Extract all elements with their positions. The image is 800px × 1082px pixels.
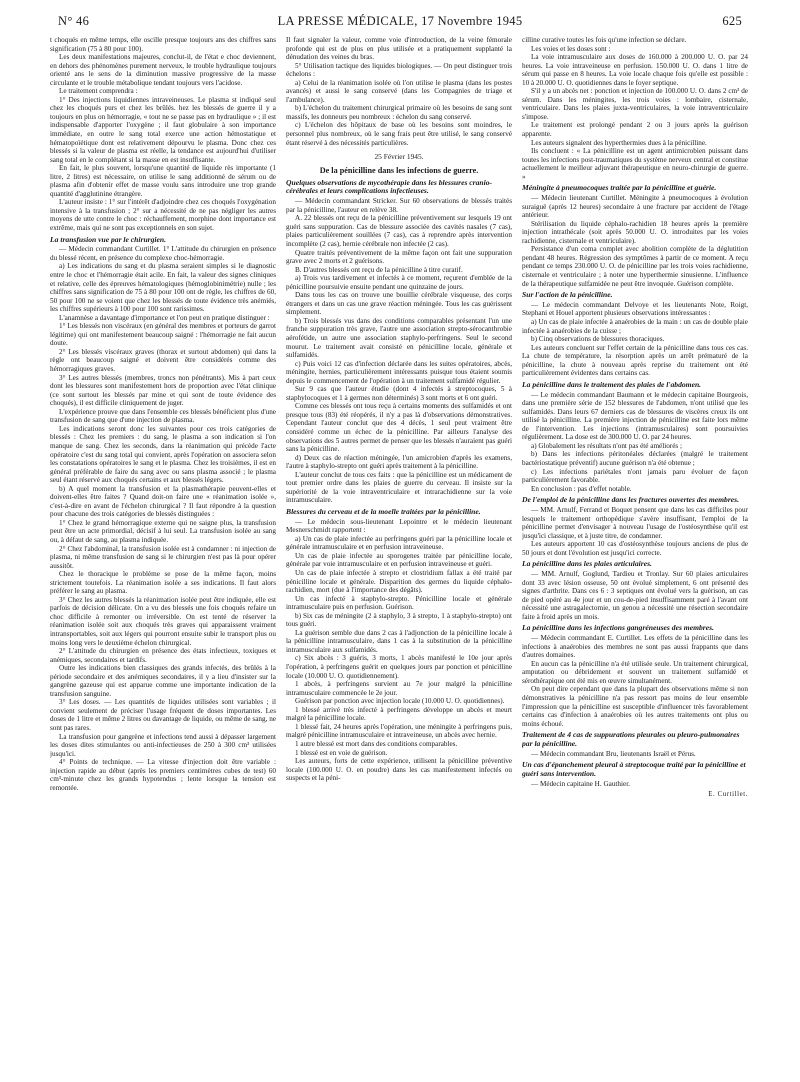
paragraph: Dans tous les cas on trouve une bouillie cérébrale visqueuse, des corps étrangers et dans un cas une grave réaction méningée. Tous les cas guérissent simplement.: [286, 291, 512, 317]
paragraph: c) Six abcès : 3 guéris, 3 morts, 1 abcès manifesté le 10e jour après l'opération, à perfringens guérit en quelques jours par ponction et pénicilline locale (10.000 U. O. quotidiennement).: [286, 654, 512, 680]
paragraph: b) Cinq observations de blessures thoraciques.: [531, 335, 665, 344]
paragraph: 1° Les blessés non viscéraux (en général des membres et porteurs de garrot légitime) qui ont manifestement beaucoup saigné : l'hémorragie ne fait aucun doute.: [50, 322, 276, 348]
paragraph: b) Dans les infections péritonéales déclarées (malgré le traitement bactériostatique préventif) aucune guérison n'a été obtenue ;: [522, 450, 748, 467]
paragraph: Chez le thoracique le problème se pose de la même façon, moins strictement toutefois. La réanimation isolée a ses indications. Il faut alors préférer le sang au plasma.: [50, 570, 276, 596]
subheading-transfusion: La transfusion vue par le chirurgien.: [50, 234, 167, 244]
paragraph: — Le médecin commandant Baumann et le médecin capitaine Bourgeois, dans une première série de 152 blessures de l'abdomen, n'ont utilisé que les sulfamidés. Dans leurs 67 derniers cas de blessures de viscères creux ils ont utilisé la pénicilline. La première injection de pénicilline est faite lors même de l'intervention. Les injections (intramusculaires) sont poursuivies régulièrement. La dose est de 300.000 U. O. par 24 heures.: [522, 390, 748, 442]
paragraph: t choqués en même temps, elle oscille presque toujours ans des chiffres sans signification (75 à 80 pour 100).: [50, 36, 276, 53]
paragraph: Les deux manifestations majeures, conclut-il, de l'état e choc deviennent, en dehors des phénomènes purement nerveux, le trouble hydraulique toujours orienté ans le sens de la diminution massive progressive de la masse circulante et le trouble métabolique tendant toujours vers l'acidose.: [50, 53, 276, 87]
column-2: [286, 36, 512, 1076]
paragraph: On peut dire cependant que dans la plupart des observations même si non démonstratives la pénicilline n'a pas ressort pas moins de leur ensemble l'impression que la pénicilline est susceptible d'influencer très favorablement certains cas d'infection à anaérobies où les autres traitements ont plus ou moins échoué.: [522, 685, 748, 728]
paragraph: a) Trois vus tardivement et infectés à ce moment, reçurent d'emblée de la pénicilline poursuivie ensuite pendant une quinzaine de jours.: [286, 274, 512, 291]
paragraph: Un cas infecté à staphylo-strepto. Pénicilline locale et générale intramusculaire puis en perfusion. Guérison.: [286, 594, 512, 612]
section-title: De la pénicilline dans les infections de guerre.: [319, 165, 479, 175]
subheading-meningite: Méningite à pneumocoques traitée par la pénicilline et guérie.: [522, 183, 717, 193]
paragraph: Les auteurs signalent des hyperthermies dues à la pénicilline.: [531, 138, 707, 147]
journal-title: LA PRESSE MÉDICALE, 17 Novembre 1945: [277, 14, 523, 28]
paragraph: Les auteurs, forts de cette expérience, utilisent la pénicilline préventive locale (100.000 U. O. en poudre) dans les cas manifestement infectés ou suspects et la péni-: [286, 757, 512, 783]
paragraph: 1 blessé est en voie de guérison.: [295, 748, 388, 757]
paragraph: 5° Utilisation tactique des liquides biologiques. — On peut distinguer trois échelons :: [286, 61, 512, 79]
paragraph: Quatre traités préventivement de la même façon ont fait une suppuration grave avec 2 morts et 2 guérisons.: [286, 248, 512, 266]
paragraph: c) Puis voici 12 cas d'infection déclarée dans les suites opératoires, abcès, méningite, hernies, particulièrement intéressants puisque tous étaient soumis depuis le commencement de l'opération à un traitement sulfamidé régulier.: [286, 359, 512, 385]
subheading-gangreneuses: La pénicilline dans les infections gangréneuses des membres.: [522, 623, 714, 633]
paragraph: 1 autre blessé est mort dans des conditions comparables.: [295, 739, 458, 748]
paragraph: 2° Les blessés viscéraux graves (thorax et surtout abdomen) qui dans la règle ont beaucoup saigné et doivent être considérés comme des hémorragiques graves.: [50, 347, 276, 374]
paragraph: Les voies et les doses sont :: [531, 44, 611, 53]
paragraph: Un cas de plaie infectée au sporogenes traitée par pénicilline locale, générale par voie intramusculaire et en perfusion intraveineuse et guéri.: [286, 551, 512, 569]
paragraph: cilline curative toutes les fois qu'une infection se déclare.: [522, 36, 687, 44]
paragraph: A. 22 blessés ont reçu de la pénicilline préventivement sur lesquels 19 ont guéri sans suppuration. Cas de blessure associée des cavités nasales (7 cas), plaies particulièrement souillées (7 cas), cas à reprendre après intervention incomplète (2 cas), hernie cérébrale non infectée (2 cas).: [286, 214, 512, 248]
paragraph: — Médecin capitaine H. Gauthier.: [531, 779, 630, 788]
paragraph: 3° Chez les autres blessés la réanimation isolée peut être indiquée, elle est parfois de décision délicate. On a vu des blessés une fois choqués refaire un choc difficile à remonter ou irréversible. On est tenté de réserver la réanimation isolée soit aux choqués très graves qui apparaissent vraiment intransportables, soit aux légers qui pourront ensuite subir le transport plus ou moins long vers le deuxième échelon chirurgical.: [50, 595, 276, 647]
paragraph: 4° Points de technique. — La vitesse d'injection doit être variable : injection rapide au début (après les premiers centimètres cubes de test) 60 cm³-minute chez les grands hypotendus ; lente lorsque la tension est remontée.: [50, 758, 276, 792]
paragraph: Les auteurs concluent sur l'effet certain de la pénicilline dans tous ces cas. La chute de température, la résorption après un arrêt prématuré de la pénicilline, la chute à nouveau après reprise du traitement ont été particulièrement évidentes dans certains cas.: [522, 343, 748, 378]
subheading-action: Sur l'action de la pénicilline.: [522, 290, 613, 300]
paragraph: Guérison par ponction avec injection locale (10.000 U. O. quotidiennes).: [295, 697, 505, 706]
paragraph: 1° Des injections liquidiennes intraveineuses. Le plasma st indiqué seul chez les choqués purs et chez les brûlés. hez les blessés de guerre il y a toujours en plus on hémorragie, « tout ne se passe pas en hydraulique » ; il est indispensable d'apporter l'oxygène ; il faut globulaire à son importance immédiate, en outre le sang total exerce une action hémostatique et hématopoïétique dont est relativement dépourvu le plasma. Donc chez ces blessés si la valeur de plasma est réelle, la tendance est aujourd'hui d'utiliser sang total en le complétant si la masse en est insuffisante.: [50, 95, 276, 164]
paragraph: La transfusion pour gangrène et infections tend aussi à dépasser largement les doses dites stimulantes ou anti-infectieuses de 250 à 300 cm³ utilisées jusqu'ici.: [50, 732, 276, 758]
paragraph: b) Trois blessés vus dans des conditions comparables présentant l'un une franche suppuration très grave, l'autre une association strepto-sérocanthrobie aérofétide, un autre une association staphylo-perfringens. Seul le second mourut. Le traitement avait consisté en pénicilline locale, générale et sulfamidés.: [286, 316, 512, 360]
paragraph: S'il y a un abcès net : ponction et injection de 100.000 U. O. dans 2 cm³ de sérum. Dans les méningites, les trois voies : lombaire, cisternale, ventriculaire. Dans les plaies juxta-ventriculaires, la voie intraventriculaire s'impose.: [522, 87, 748, 121]
paragraph: a) Un cas de plaie infectée à anaérobies de la main : un cas de double plaie infectée à anaérobies de la cuisse ;: [522, 318, 748, 335]
paragraph: b) L'échelon du traitement chirurgical primaire où les besoins de sang sont massifs, les donneurs peu nombreux : échelon du sang conservé.: [286, 104, 512, 121]
paragraph: Outre les indications bien classiques des grands infectés, des brûlés à la période secondaire et des anémiques secondaires, il y a lieu d'insister sur la gangrène gazeuse qui est apparue comme une importante indication de la transfusion sanguine.: [50, 664, 276, 698]
paragraph: a) Les indications du sang et du plasma seraient simples si le diagnostic entre le choc et l'hémorragie était acile. En fait, la valeur des signes cliniques et relative, celle des épreuves hématologiques (hémoglobinimétrie) nulle ; les chiffres sans signification de 75 à 80 pour 100 ont de règle, les chiffres de 60, 50 pour 100 ne se voient que chez les blessés de toute évidence très anémiés, les chiffres supérieurs à 100 pour 100 sont rarissimes.: [50, 262, 276, 314]
paragraph: c) Les infections pariétales n'ont jamais paru évoluer de façon particulièrement favorable.: [522, 467, 748, 485]
author-signature: E. Curtillet.: [708, 791, 748, 799]
article-body: [50, 36, 750, 1076]
paragraph: 1° Chez le grand hémorragique externe qui ne saigne plus, la transfusion peut être un acte primordial, décisif à lui seul. La transfusion isolée au sang ou, à défaut de sang, au plasma indiquée.: [50, 518, 276, 544]
paragraph: — Médecin commandant Curtillet. 1° L'attitude du chirurgien en présence du blessé récent, en présence du complexe choc-hémorragie.: [50, 245, 276, 262]
paragraph: — Médecin lieutenant Curtillet. Méningite à pneumocoques à évolution suraiguë (après 12 heures) secondaire à une fracture par accident de l'étage antérieur.: [522, 194, 748, 220]
paragraph: L'anamnèse a davantage d'importance et l'on peut en pratique distinguer :: [59, 313, 270, 322]
paragraph: La voie intramusculaire aux doses de 160.000 à 200.000 U. O. par 24 heures. La voie intraveineuse en perfusion. 150.000 U. O. dans 1 litre de sérum qui passe en 8 heures. La voie locale chaque fois qu'elle est possible : 10 à 20.000 U. O. quotidiennes dans le foyer septique.: [522, 53, 748, 87]
paragraph: Sur 9 cas que l'auteur étudie (dont 4 infectés à streptocoques, 5 à staphylocoques et 1 à germes non déterminés) 3 sont morts et 6 ont guéri.: [286, 385, 512, 402]
paragraph: L'auteur insiste : 1° sur l'intérêt d'adjoindre chez ces choqués l'oxygénation intensive à la transfusion ; 2° sur a nécessité de ne pas négliger les autres moyens de utte contre le choc : réchauffement, morphine dont importance est extrême, mais qui ne sont pas exceptionnels en son sujet.: [50, 198, 276, 233]
paragraph: — Le médecin sous-lieutenant Lepointre et le médecin lieutenant Mesnerschmidt rapportent :: [286, 517, 512, 535]
paragraph: a) Un cas de plaie infectée au perfringens guéri par la pénicilline locale et générale intramusculaire et en perfusion intraveineuse.: [286, 534, 512, 552]
paragraph: La guérison semble due dans 2 cas à l'adjonction de la pénicilline locale à la pénicilline intramusculaire, dans 1 cas à la substitution de la pénicilline intramusculaire aux sulfamidés.: [286, 628, 512, 654]
subheading-pleural: Traitement de 4 cas de suppurations pleurales ou pleuro-pulmonaires par la pénicilline.: [522, 730, 740, 748]
paragraph: — Médecin commandant Stricker. Sur 60 observations de blessés traités par la pénicilline, l'auteur en relève 38.: [286, 197, 512, 214]
page-header: [58, 14, 742, 32]
paragraph: b) Six cas de méningite (2 à staphylo, 3 à strepto, 1 à staphylo-strepto) ont tous guéri.: [286, 611, 512, 629]
paragraph: Les indications seront donc les suivantes pour ces trois catégories de blessés : Chez les premiers : du sang, le plasma a son indication si l'on manque de sang. Chez les seconds, dans la réanimation qui précède l'acte opératoire c'est du sang total qui convient, après l'opération on associera selon les constatations opératoires le sang et le plasma. Chez les troisièmes, il est en général préférable de faire du sang avec ou sans plasma associé ; le plasma seul étant réservé aux choqués certains et aux blessés légers.: [50, 424, 276, 485]
session-date: 25 Février 1945.: [374, 152, 424, 162]
paragraph: Comme ces blessés ont tous reçu à certains moments des sulfamidés et ont presque tous (83) été réopérés, il n'y a pas là d'observations démonstratives. Cependant l'auteur conclut que des 4 décès, 1 seul peut vraiment être considéré comme un échec de la pénicilline. Par ailleurs l'analyse des observations des 5 autres permet de penser que les blessés n'auraient pas guéri sans la pénicilline.: [286, 402, 512, 454]
paragraph: Les auteurs apportent 10 cas d'ostéosynthèse toujours anciens de plus de 50 jours et dont l'évolution est jusqu'ici correcte.: [522, 540, 748, 557]
paragraph: — Médecin commandant Bru, lieutenants Israël et Pérus.: [531, 749, 696, 758]
paragraph: — Médecin commandant E. Curtillet. Les effets de la pénicilline dans les infections à anaérobies des membres ne sont pas aussi frappants que dans d'autres domaines.: [522, 634, 748, 660]
column-3: [522, 36, 748, 1076]
paragraph: En conclusion : pas d'effet notable.: [531, 484, 632, 493]
paragraph: Persistance d'un coma complet avec abolition complète de la déglutition pendant 48 heures. Régression des symptômes à partir de ce moment. A reçu pendant ce temps 230.000 U. O. de pénicilline par les trois voies rachidienne, cisternale et ventriculaire ; à noter une hyperthermie sinusienne. L'influence de la thérapeutique sulfamidée ne peut être invoquée. Guérison complète.: [522, 245, 748, 288]
page-number: 625: [722, 14, 742, 28]
paragraph: Il faut signaler la valeur, comme voie d'introduction, de la veine fémorale profonde qui est de plus en plus utilisée et a pratiquement supplanté la dénudation des veines du bras.: [286, 36, 512, 62]
issue-number: N° 46: [58, 14, 90, 28]
paragraph: L'auteur conclut de tous ces faits : que la pénicilline est un médicament de tout premier ordre dans les plaies de guerre du cerveau. Il insiste sur la supériorité de la voie intraventriculaire et intrarachidienne sur la voie intramusculaire.: [286, 470, 512, 505]
paragraph: c) L'échelon des hôpitaux de base où les besoins sont moindres, le personnel plus nombreux, où le sang frais peut être utilisé, le sang conservé étant réservé à des nécessités particulières.: [286, 121, 512, 147]
paragraph: Le traitement comprendra :: [59, 87, 138, 96]
paragraph: — Le médecin commandant Delvoye et les lieutenants Note, Roigt, Stephani et Houel apportent plusieurs observations intéressantes :: [522, 300, 748, 318]
paragraph: a) Globalement les résultats n'ont pas été améliorés ;: [531, 441, 682, 450]
column-1: [50, 36, 276, 1076]
paragraph: En fait, le plus souvent, lorsqu'une quantité de liquide rès importante (1 litre, 2 litres) est nécessaire, on utilise le sang additionné de sérum ou de plasma afin d'obtenir effet de masse voulu sans introduire une trop grande quantité d'agglutinine étrangère.: [50, 164, 276, 198]
paragraph: 2° Chez l'abdominal, la transfusion isolée est à condamner : ni injection de plasma, ni même transfusion de sang si le chirurgien n'est pas là pour opérer aussitôt.: [50, 544, 276, 570]
paragraph: En aucun cas la pénicilline n'a été utilisée seule. Un traitement chirurgical, amputation ou débridement et souvent un traitement sulfamidé et sérothérapique ont été mis en œuvre simultanément.: [522, 659, 748, 685]
paragraph: 3° Les autres blessés (membres, troncs non pénétrants). Mis à part ceux dont les blessures sont manifestement hors de proportion avec l'état clinique (ce sont surtout les blessés par mine et qui sont de toute évidence des choqués), il est difficile cliniquement de juger.: [50, 373, 276, 408]
paragraph: Stérilisation du liquide céphalo-rachidien 18 heures après la première injection intrathécale (soit après 50.000 U. O. introduites par les voies rachidienne, cisternale et ventriculaire).: [522, 219, 748, 245]
subheading-abdomen: La pénicilline dans le traitement des plaies de l'abdomen.: [522, 379, 702, 389]
paragraph: — MM. Arnulf, Ferrand et Boquet pensent que dans les cas difficiles pour lesquels le traitement orthopédique s'avère insuffisant, l'emploi de la pénicilline permet d'envisager à nouveau l'usage de l'ostéosynthèse qu'il est jusqu'ici classique, et à juste titre, de condamner.: [522, 505, 748, 540]
paragraph: L'expérience prouve que dans l'ensemble ces blessés bénéficient plus d'une transfusion de sang que d'une injection de plasma.: [50, 407, 276, 425]
paragraph: 1 blessé fait, 24 heures après l'opération, une méningite à perfringens puis, malgré pénicilline intramusculaire et intraveineuse, un abcès avec hernie.: [286, 722, 512, 740]
paragraph: d) Deux cas de réaction méningée, l'un amicrobien d'après les examens, l'autre à staphylo-strepto ont guéri après traitement à la pénicilline.: [286, 453, 512, 471]
paragraph: Ils concluent : « La pénicilline est un agent antimicrobien puissant dans toutes les infections post-traumatiques du système nerveux central et constitue actuellement le meilleur adjuvant thérapeutique en neuro-chirurgie de guerre. »: [522, 147, 748, 181]
subheading-fractures: De l'emploi de la pénicilline dans les fractures ouvertes des membres.: [522, 495, 740, 505]
subheading-epanchement: Un cas d'épanchement pleural à streptocoque traité par la pénicilline et guéri sans intervention.: [522, 760, 746, 779]
paragraph: 1 blessé arrivé très infecté à perfringens développe un abcès et meurt malgré la pénicilline locale.: [286, 705, 512, 723]
paragraph: 3° Les doses. — Les quantités de liquides utilisées sont variables ; il convient seulement de préciser l'usage fréquent de doses importantes. Les doses de 1 litre et même 2 litres ou davantage de liquide, ou même de sang, ne sont pas rares.: [50, 698, 276, 732]
paragraph: Le traitement est prolongé pendant 2 ou 3 jours après la guérison apparente.: [522, 121, 748, 139]
paragraph: 1 abcès, à perfringens survient au 7e jour malgré la pénicilline intramusculaire commencée le 2e jour.: [286, 680, 512, 697]
paragraph: b) A quel moment la transfusion et la plasmathérapie peuvent-elles et doivent-elles être faites ? Quand doit-on faire une « réanimation isolée », c'est-à-dire en avant de l'échelon chirurgical ? Il faut répondre à la question pour chacune des trois catégories de blessés distinguées :: [50, 484, 276, 519]
paragraph: 2° L'attitude du chirurgien en présence des états infectieux, toxiques et anémiques, secondaires et tardifs.: [50, 647, 276, 664]
paragraph: — MM. Arnulf, Goglund, Tardieu et Tronlay. Sur 60 plaies articulaires dont 33 avec lésion osseuse, 50 ont évolué simplement, 6 ont présenté des signes d'arthrite. Dans ces 6 : 3 septiques ont évolué vers la guérison, un cas de pied opéré au 4e jour et un cou-de-pied insuffisamment paré à l'avant ont nécessité une astragalectomie, un genou a nécessité une résection secondaire faite à froid après un mois.: [522, 570, 748, 621]
subheading-blessures: Blessures du cerveau et de la moelle traitées par la pénicilline.: [286, 506, 481, 516]
paragraph: B. D'autres blessés ont reçu de la pénicilline à titre curatif.: [295, 265, 463, 274]
paragraph: a) Celui de la réanimation isolée où l'on utilise le plasma (dans les postes avancés) et aussi le sang conservé (dans les Compagnies de triage et l'ambulance).: [286, 78, 512, 104]
paragraph: Un cas de plaie infectée à strepto et clostridium fallax a été traité par pénicilline locale et générale. Disparition des germes du liquide céphalo-rachidien, mort (due à l'importance des dégâts).: [286, 569, 512, 595]
subheading-articulaires: La pénicilline dans les plaies articulaires.: [522, 559, 652, 569]
subheading-observations: Quelques observations de mycothérapie dans les blessures cranio-cérébrales et leurs complications infectieuses.: [286, 177, 493, 196]
